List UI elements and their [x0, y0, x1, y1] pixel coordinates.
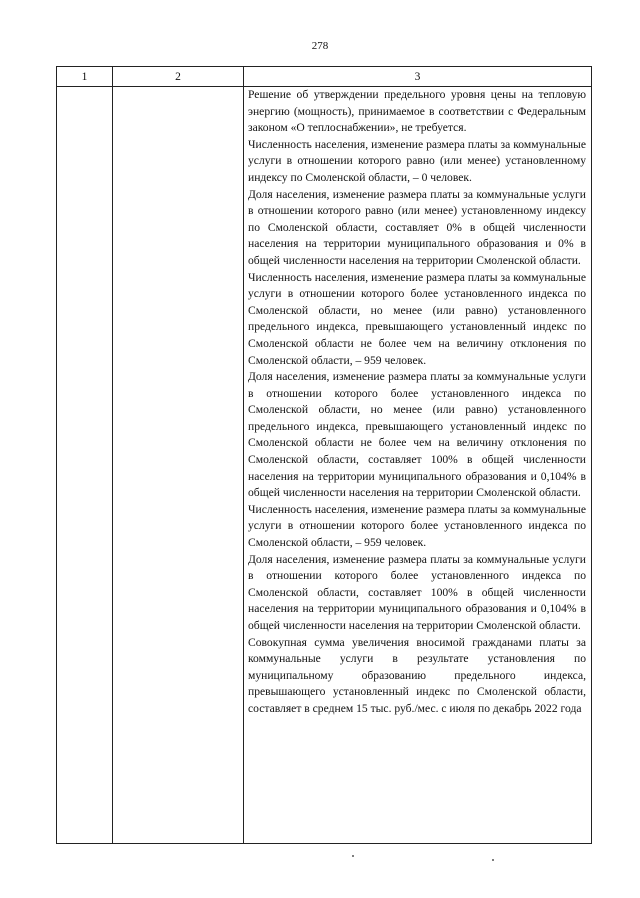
document-table	[56, 66, 592, 844]
paragraph-population-equal-index: Численность населения, изменение размера платы за коммунальные услуги в отношении которого равно (или менее) установленному индексу по Смоленской области, – 0 человек.	[248, 137, 586, 184]
column-header-1: 1	[57, 67, 113, 87]
table-header-row	[57, 67, 592, 87]
paragraph-heat-price: Решение об утверждении предельного уровня цены на тепловую энергию (мощность), принимаемое в соответствии с Федеральным законом «О теплоснабжении», не требуется.	[248, 88, 586, 135]
paragraph-population-above-index: Численность населения, изменение размера платы за коммунальные услуги в отношении которого более установленного индекса по Смоленской области, – 959 человек.	[248, 502, 586, 550]
table-body-row	[57, 87, 592, 844]
table-cell-col3	[244, 87, 592, 844]
table-cell-col1	[57, 87, 113, 844]
column-header-2: 2	[113, 67, 244, 87]
page-number: 278	[311, 40, 329, 52]
paragraph-share-above-index: Доля населения, изменение размера платы за коммунальные услуги в отношении которого более установленного индекса по Смоленской области, составляет 100% в общей численности населения на территории муниципального образования и 0,104% в общей численности населения на территории Смоленской области.	[248, 552, 586, 632]
paragraph-share-above-index-within-deviation: Доля населения, изменение размера платы за коммунальные услуги в отношении которого более установленного индекса по Смоленской области, но менее (или равно) установленного предельного индекса, превышающего установленный индекс по Смоленской области не более чем на величину отклонения по Смоленской области, составляет 100% в общей численности населения на территории муниципального образования и 0,104% в общей численности населения на территории Смоленской области.	[248, 370, 586, 500]
paragraph-share-equal-index: Доля населения, изменение размера платы за коммунальные услуги в отношении которого равно (или менее) установленному индексу по Смоленской области, составляет 0% в общей численности населения на территории муниципального образования и 0% в общей численности населения на территории Смоленской области.	[248, 187, 586, 267]
paragraph-population-above-index-within-deviation: Численность населения, изменение размера платы за коммунальные услуги в отношении которого более установленного индекса по Смоленской области, но менее (или равно) установленного предельного индекса, превышающего установленный индекс по Смоленской области не более чем на величину отклонения по Смоленской области, – 959 человек.	[248, 270, 586, 367]
table-cell-col2	[113, 87, 244, 844]
scan-speck	[352, 855, 354, 857]
paragraph-total-payment-increase: Совокупная сумма увеличения вносимой гражданами платы за коммунальные услуги в результате установления по муниципальному образованию предельного индекса, превышающего установленный индекс по Смоленской области, составляет в среднем 15 тыс. руб./мес. с июля по декабрь 2022 года	[248, 635, 586, 715]
column-header-3: 3	[244, 67, 592, 87]
scan-speck	[492, 859, 494, 861]
